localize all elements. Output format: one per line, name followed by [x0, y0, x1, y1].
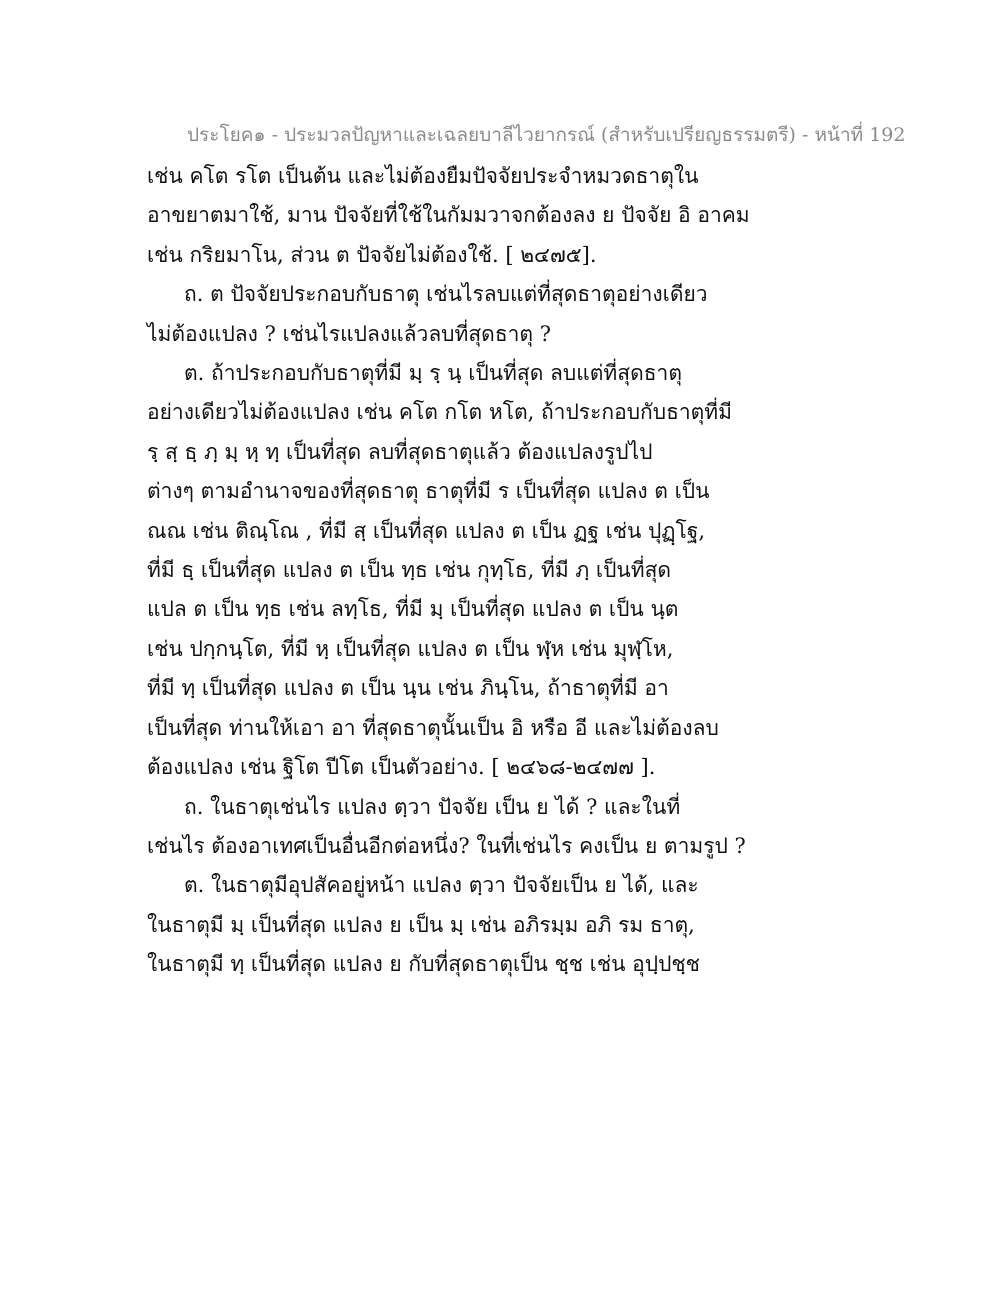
text-line: ถ. ต ปัจจัยประกอบกับธาตุ เช่นไรลบแต่ที่สุดธาตุอย่างเดียว	[184, 282, 708, 307]
text-line: ในธาตุมี ทฺ เป็นที่สุด แปลง ย กับที่สุดธาตุเป็น ชฺช เช่น อุปฺปชฺช	[147, 952, 700, 977]
text-line: ที่มี ทฺ เป็นที่สุด แปลง ต เป็น นฺน เช่น ภินฺโน, ถ้าธาตุที่มี อา	[147, 676, 669, 701]
text-line: แปล ต เป็น ทฺธ เช่น ลทฺโธ, ที่มี มฺ เป็นที่สุด แปลง ต เป็น นฺต	[147, 597, 679, 622]
body-text	[147, 157, 847, 985]
text-line: เช่น คโต รโต เป็นต้น และไม่ต้องยืมปัจจัยประจำหมวดธาตุใน	[147, 164, 699, 188]
text-line: ต้องแปลง เช่น ฐิโต ปีโต เป็นตัวอย่าง. [ ๒๔๖๘-๒๔๗๗ ].	[147, 755, 656, 780]
text-line: ไม่ต้องแปลง ? เช่นไรแปลงแล้วลบที่สุดธาตุ ?	[147, 321, 551, 346]
text-line: ในธาตุมี มฺ เป็นที่สุด แปลง ย เป็น มฺ เช่น อภิรมฺม อภิ รม ธาตุ,	[147, 912, 695, 937]
text-line: เช่นไร ต้องอาเทศเป็นอื่นอีกต่อหนึ่ง? ในที่เช่นไร คงเป็น ย ตามรูป ?	[147, 833, 746, 858]
text-line: ณณ เช่น ติณฺโณ , ที่มี สฺ เป็นที่สุด แปลง ต เป็น ฏฐ เช่น ปุฏฺโฐ,	[147, 518, 706, 543]
text-line: เป็นที่สุด ท่านให้เอา อา ที่สุดธาตุนั้นเป็น อิ หรือ อี และไม่ต้องลบ	[147, 715, 719, 740]
running-header: ประโยค๑ - ประมวลปัญหาและเฉลยบาลีไวยากรณ์ (สำหรับเปรียญธรรมตรี) - หน้าที่ 192	[187, 124, 906, 146]
text-line: เช่น ปกฺกนฺโต, ที่มี หฺ เป็นที่สุด แปลง ต เป็น ฬฺห เช่น มุฬฺโห,	[147, 636, 674, 661]
text-line: อย่างเดียวไม่ต้องแปลง เช่น คโต กโต หโต, ถ้าประกอบกับธาตุที่มี	[147, 400, 732, 425]
text-line: ต่างๆ ตามอำนาจของที่สุดธาตุ ธาตุที่มี ร เป็นที่สุด แปลง ต เป็น	[147, 479, 710, 504]
text-line: ต. ถ้าประกอบกับธาตุที่มี มฺ รฺ นฺ เป็นที่สุด ลบแต่ที่สุดธาตุ	[184, 361, 682, 386]
text-line: ถ. ในธาตุเช่นไร แปลง ตฺวา ปัจจัย เป็น ย ได้ ? และในที่	[184, 794, 681, 819]
text-line: ที่มี ธฺ เป็นที่สุด แปลง ต เป็น ทฺธ เช่น กุทฺโธ, ที่มี ภฺ เป็นที่สุด	[147, 558, 672, 583]
text-line: ต. ในธาตุมีอุปสัคอยู่หน้า แปลง ตฺวา ปัจจัยเป็น ย ได้, และ	[184, 873, 699, 898]
text-line: เช่น กริยมาโน, ส่วน ต ปัจจัยไม่ต้องใช้. [ ๒๔๗๕].	[147, 242, 597, 267]
text-line: รฺ สฺ ธฺ ภฺ มฺ หฺ ทฺ เป็นที่สุด ลบที่สุดธาตุแล้ว ต้องแปลงรูปไป	[147, 439, 653, 464]
text-line: อาขยาตมาใช้, มาน ปัจจัยที่ใช้ในกัมมวาจกต้องลง ย ปัจจัย อิ อาคม	[147, 203, 750, 228]
